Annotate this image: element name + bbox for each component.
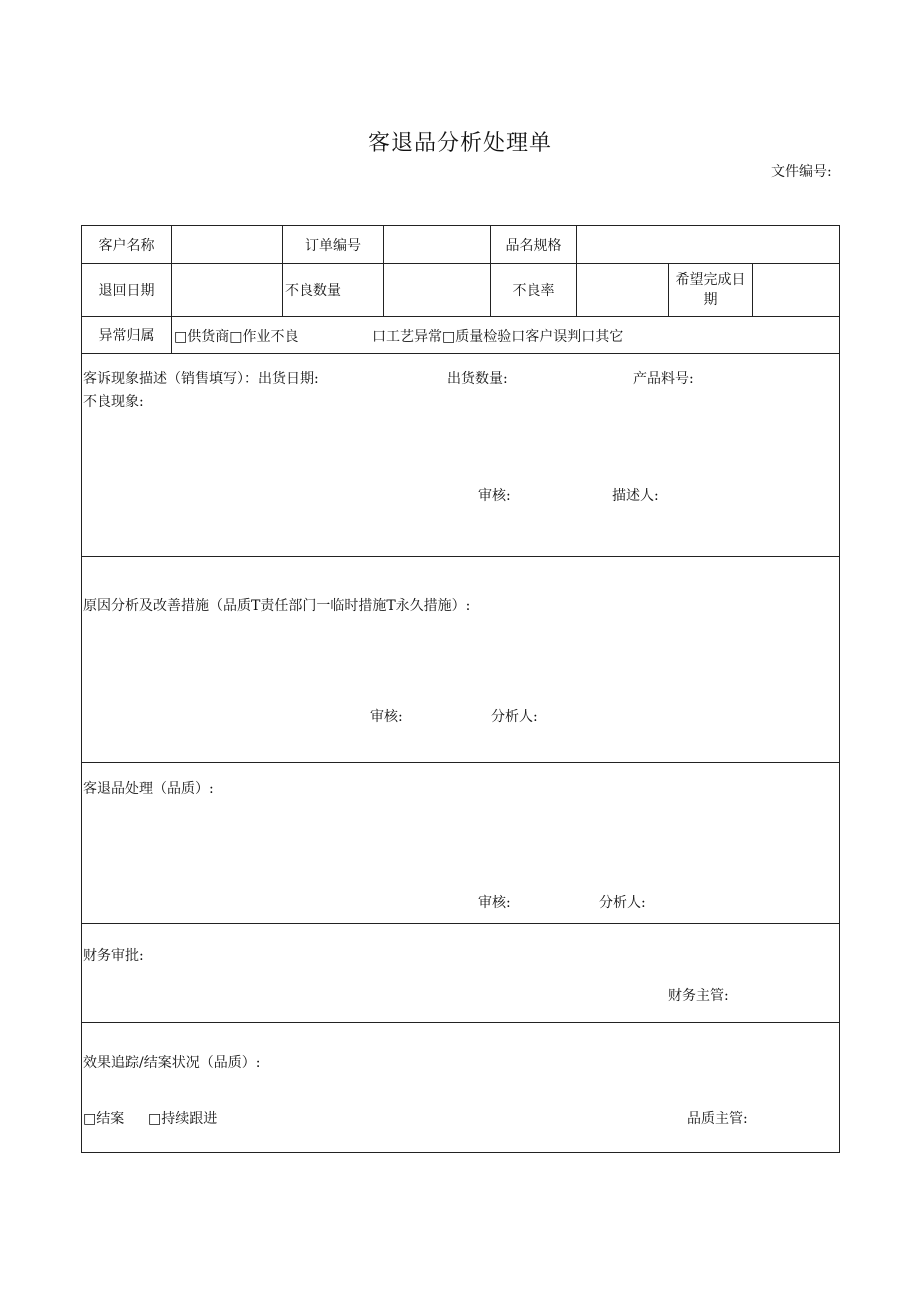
tracking-heading: 效果追踪/结案状况（品质）: — [83, 1055, 261, 1071]
row-abnormal-category — [82, 317, 839, 354]
quality-manager-label: 品质主管: — [687, 1111, 748, 1127]
customer-name-label: 客户名称 — [82, 226, 172, 263]
cause-heading: 原因分析及改善措施（品质T责任部门一临时措施T永久措施）: — [83, 598, 471, 614]
finance-heading: 财务审批: — [83, 948, 144, 964]
return-date-label: 退回日期 — [82, 264, 172, 316]
defect-rate-field[interactable] — [577, 264, 669, 316]
continue-option[interactable]: □持续跟进 — [148, 1111, 218, 1127]
handling-heading: 客退品处理（品质）: — [83, 781, 214, 797]
complaint-heading: 客诉现象描述（销售填写）：出货日期: — [83, 371, 319, 387]
handling-analyst-label: 分析人: — [599, 895, 646, 911]
row-customer-info — [82, 226, 839, 264]
handling-section — [82, 763, 839, 924]
order-number-label: 订单编号 — [283, 226, 384, 263]
product-spec-field[interactable] — [577, 226, 839, 263]
part-no-label: 产品料号: — [633, 371, 694, 387]
handling-review-label: 审核: — [478, 895, 511, 911]
closed-option[interactable]: □结案 — [83, 1111, 125, 1127]
cause-analyst-label: 分析人: — [491, 709, 538, 725]
defect-rate-label: 不良率 — [491, 264, 577, 316]
cause-review-label: 审核: — [370, 709, 403, 725]
ship-qty-label: 出货数量: — [447, 371, 508, 387]
defect-phenomenon-label: 不良现象: — [83, 394, 144, 410]
doc-number-label: 文件编号: — [771, 164, 832, 180]
defect-qty-label: 不良数量 — [283, 264, 384, 316]
return-date-field[interactable] — [172, 264, 283, 316]
row-return-info — [82, 264, 839, 317]
abnormal-category-options[interactable] — [172, 317, 839, 353]
finance-section — [82, 924, 839, 1023]
cause-analysis-section — [82, 557, 839, 763]
category-options-part2[interactable]: 口工艺异常□质量检验口客户误判口其它 — [372, 329, 624, 345]
defect-qty-field[interactable] — [384, 264, 491, 316]
complaint-section — [82, 354, 839, 557]
finance-manager-label: 财务主管: — [668, 988, 729, 1004]
page-title: 客退品分析处理单 — [367, 131, 552, 156]
category-options-part1[interactable]: □供货商□作业不良 — [174, 329, 299, 345]
customer-name-field[interactable] — [172, 226, 283, 263]
return-analysis-form — [81, 225, 840, 1153]
product-spec-label: 品名规格 — [491, 226, 577, 263]
tracking-section — [82, 1023, 839, 1152]
expected-completion-field[interactable] — [753, 264, 839, 316]
complaint-review-label: 审核: — [478, 488, 511, 504]
abnormal-category-label: 异常归属 — [82, 317, 172, 353]
expected-completion-label: 希望完成日期 — [669, 264, 753, 316]
describer-label: 描述人: — [612, 488, 659, 504]
order-number-field[interactable] — [384, 226, 491, 263]
